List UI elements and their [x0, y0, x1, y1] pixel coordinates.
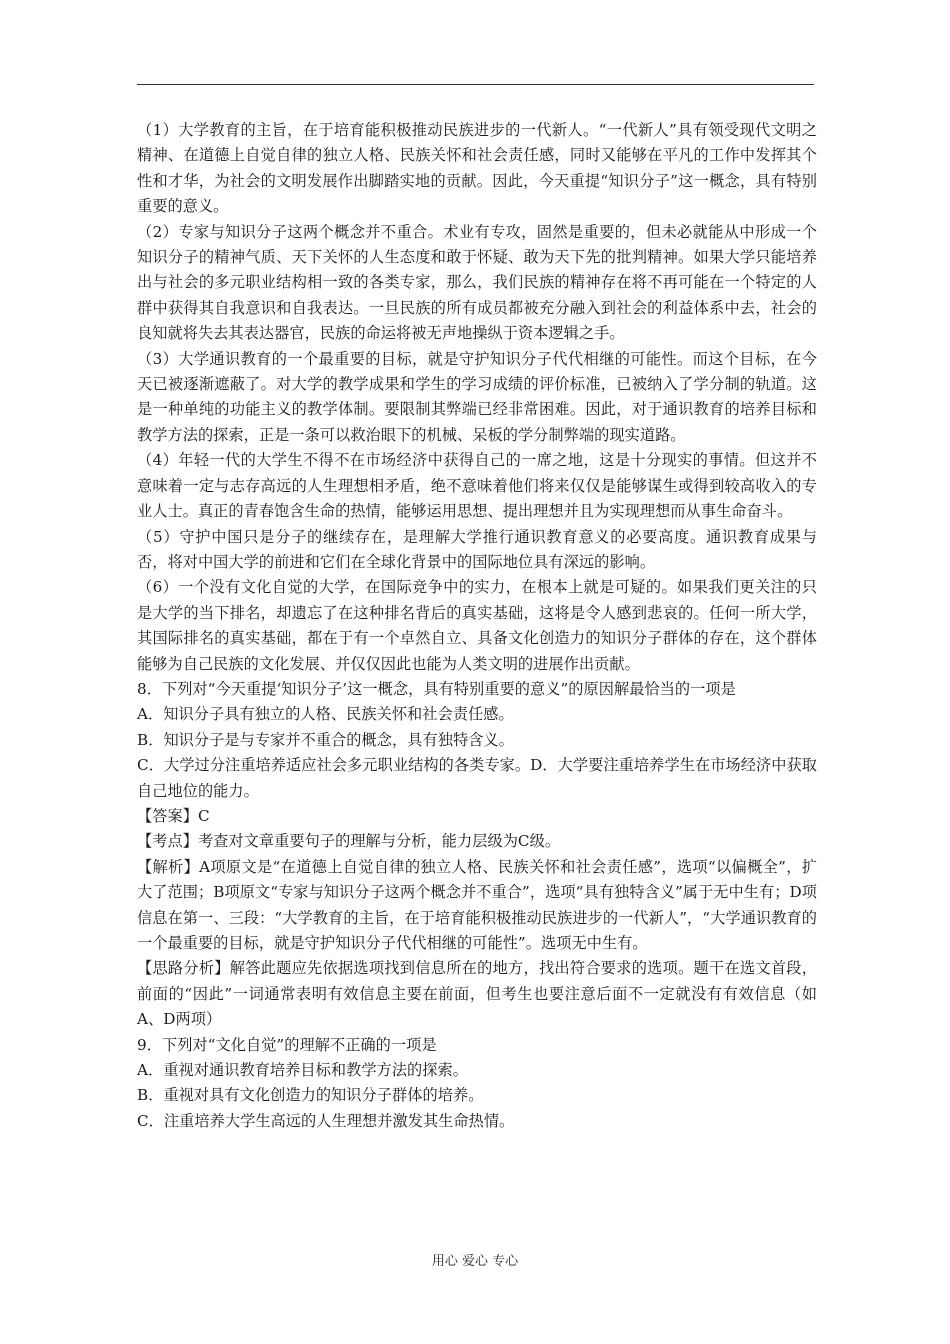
- question-8-answer: 【答案】C: [137, 806, 210, 825]
- paragraph-3: （3）大学通识教育的一个最重要的目标，就是守护知识分子代代相继的可能性。而这个目标，在今天已被逐渐遮蔽了。对大学的教学成果和学生的学习成绩的评价标准，已被纳入了学分制的轨道。这是一种单纯的功能主义的教学体制。要限制其弊端已经非常困难。因此，对于通识教育的培养目标和教学方法的探索，正是一条可以救治眼下的机械、呆板的学分制弊端的现实道路。: [137, 349, 817, 444]
- question-8-kaodian: 【考点】考查对文章重要句子的理解与分析，能力层级为C级。: [137, 832, 561, 851]
- page-footer: 用心 爱心 专心: [431, 1254, 519, 1269]
- question-8-jiexi: 【解析】A项原文是“在道德上自觉自律的独立人格、民族关怀和社会责任感”，选项“以偏概全”，扩大了范围；B项原文“专家与知识分子这两个概念并不重合”，选项“具有独特含义”属于无中生有；D项信息在第一、三段：“大学教育的主旨，在于培育能积极推动民族进步的一代新人”，“大学通识教育的一个最重要的目标，就是守护知识分子代代相继的可能性”。选项无中生有。: [137, 857, 817, 952]
- question-8-silu: 【思路分析】解答此题应先依据选项找到信息所在的地方，找出符合要求的选项。题干在选文首段，前面的“因此”一词通常表明有效信息主要在前面，但考生也要注意后面不一定就没有有效信息（如A、D两项）: [137, 959, 817, 1029]
- document-body: [137, 118, 817, 1134]
- paragraph-2: （2）专家与知识分子这两个概念并不重合。术业有专攻，固然是重要的，但未必就能从中形成一个知识分子的精神气质、天下关怀的人生态度和敢于怀疑、敢为天下先的批判精神。如果大学只能培养出与社会的多元职业结构相一致的各类专家，那么，我们民族的精神存在将不再可能在一个特定的人群中获得其自我意识和自我表达。一旦民族的所有成员都被充分融入到社会的利益体系中去，社会的良知就将失去其表达器官，民族的命运将被无声地操纵于资本逻辑之手。: [137, 222, 817, 343]
- question-9-stem: 9．下列对“文化自觉”的理解不正确的一项是: [137, 1035, 437, 1054]
- question-9-option-c: C．注重培养大学生高远的人生理想并激发其生命热情。: [137, 1111, 515, 1130]
- paragraph-4: （4）年轻一代的大学生不得不在市场经济中获得自己的一席之地，这是十分现实的事情。但这并不意味着一定与志存高远的人生理想相矛盾，绝不意味着他们将来仅仅是能够谋生或得到较高收入的专业人士。真正的青春饱含生命的热情，能够运用思想、提出理想并且为实现理想而从事生命奋斗。: [137, 451, 817, 521]
- question-8-option-a: A．知识分子具有独立的人格、民族关怀和社会责任感。: [137, 705, 514, 724]
- question-8-option-b: B．知识分子是与专家并不重合的概念，具有独特含义。: [137, 730, 514, 749]
- question-8-option-c-d: C．大学过分注重培养适应社会多元职业结构的各类专家。D．大学要注重培养学生在市场经济中获取自己地位的能力。: [137, 756, 817, 800]
- question-8-stem: 8．下列对“今天重提‘知识分子’这一概念，具有特别重要的意义”的原因解最恰当的一项是: [137, 679, 736, 698]
- header-rule: [137, 84, 814, 85]
- question-9-option-b: B．重视对具有文化创造力的知识分子群体的培养。: [137, 1086, 484, 1105]
- paragraph-5: （5）守护中国只是分子的继续存在，是理解大学推行通识教育意义的必要高度。通识教育成果与否，将对中国大学的前进和它们在全球化背景中的国际地位具有深远的影响。: [137, 527, 817, 571]
- paragraph-1: （1）大学教育的主旨，在于培育能积极推动民族进步的一代新人。“一代新人”具有领受现代文明之精神、在道德上自觉自律的独立人格、民族关怀和社会责任感，同时又能够在平凡的工作中发挥其个性和才华，为社会的文明发展作出脚踏实地的贡献。因此，今天重提“知识分子”这一概念，具有特别重要的意义。: [137, 121, 817, 216]
- question-9-option-a: A．重视对通识教育培养目标和教学方法的探索。: [137, 1061, 469, 1080]
- paragraph-6: （6）一个没有文化自觉的大学，在国际竞争中的实力，在根本上就是可疑的。如果我们更关注的只是大学的当下排名，却遗忘了在这种排名背后的真实基础，这将是令人感到悲哀的。任何一所大学，其国际排名的真实基础，都在于有一个卓然自立、具备文化创造力的知识分子群体的存在，这个群体能够为自己民族的文化发展、并仅仅因此也能为人类文明的进展作出贡献。: [137, 578, 817, 673]
